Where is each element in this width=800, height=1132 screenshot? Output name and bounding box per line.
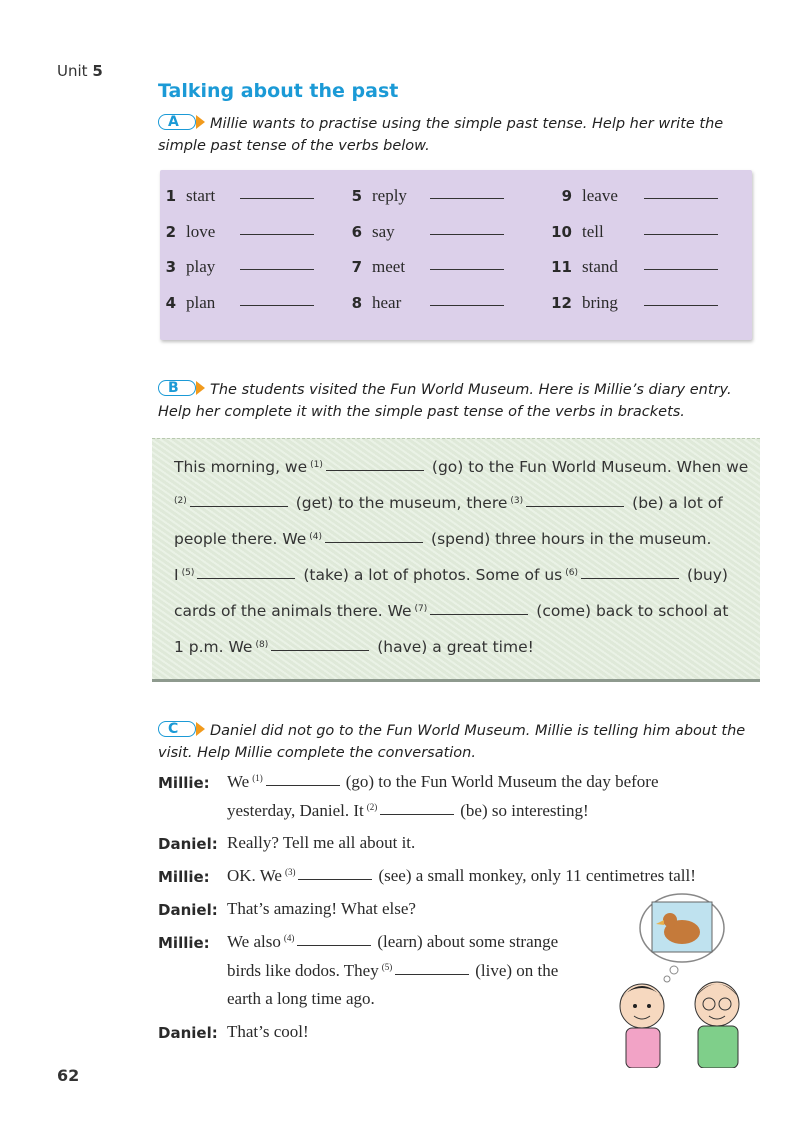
girl-face [620,984,664,1028]
dialogue-line: That’s cool! [227,1022,309,1041]
answer-blank[interactable] [644,304,718,306]
section-b-badge: B [158,380,204,396]
arrow-right-icon [196,722,205,736]
verb-item: 11 stand [550,257,718,277]
diary-line: 1 p.m. We $^{(8)}$ (have) a great time! [174,638,534,656]
verb-item: 5 reply [340,186,504,206]
diary-line: This morning, we $^{(1)}$ (go) to the Fun World Museum. When we [174,458,749,476]
thought-bubble-dot [664,976,670,982]
answer-blank[interactable] [644,197,718,199]
answer-blank[interactable] [644,233,718,235]
dialogue-line: We also $^{(4)}$ (learn) about some strange [227,932,559,951]
page-title: Talking about the past [158,80,399,102]
section-b-instruction: B The students visited the Fun World Museum. Here is Millie’s diary entry. Help her complete it with the simple past tense of the verbs in brackets. [158,380,732,420]
students-illustration [612,888,772,1068]
answer-blank[interactable] [526,505,624,507]
diary-line: I $^{(5)}$ (take) a lot of photos. Some of us $^{(6)}$ (buy) [174,566,728,584]
page-number: 62 [57,1066,80,1085]
arrow-right-icon [196,115,205,129]
dialogue-line: yesterday, Daniel. It $^{(2)}$ (be) so interesting! [227,801,589,820]
speaker-daniel: Daniel: [158,901,218,919]
answer-blank[interactable] [326,469,424,471]
dialogue-line: OK. We $^{(3)}$ (see) a small monkey, only 11 centimetres tall! [227,866,696,885]
verb-item: 3 play [154,257,314,277]
answer-blank[interactable] [430,613,528,615]
verb-item: 8 hear [340,293,504,313]
answer-blank[interactable] [266,784,340,786]
diary-line: cards of the animals there. We $^{(7)}$ (come) back to school at [174,602,729,620]
answer-blank[interactable] [430,197,504,199]
speaker-millie: Millie: [158,868,210,886]
answer-blank[interactable] [430,233,504,235]
answer-blank[interactable] [240,268,314,270]
section-a-badge: A [158,114,204,130]
girl-shirt [626,1028,660,1068]
diary-line: $^{(2)}$ (get) to the museum, there $^{(3)}$ (be) a lot of [174,494,723,512]
answer-blank[interactable] [644,268,718,270]
answer-blank[interactable] [240,304,314,306]
speaker-daniel: Daniel: [158,1024,218,1042]
dialogue-line: birds like dodos. They $^{(5)}$ (live) on the [227,961,559,980]
answer-blank[interactable] [271,649,369,651]
dialogue-line: We $^{(1)}$ (go) to the Fun World Museum the day before [227,772,659,791]
verb-item: 7 meet [340,257,504,277]
answer-blank[interactable] [380,813,454,815]
arrow-right-icon [196,381,205,395]
answer-blank[interactable] [581,577,679,579]
speaker-millie: Millie: [158,774,210,792]
answer-blank[interactable] [240,233,314,235]
answer-blank[interactable] [240,197,314,199]
answer-blank[interactable] [430,268,504,270]
answer-blank[interactable] [430,304,504,306]
answer-blank[interactable] [298,878,372,880]
verb-item: 12 bring [550,293,718,313]
dialogue-line: earth a long time ago. [227,989,375,1008]
verb-item: 1 start [154,186,314,206]
verb-item: 6 say [340,222,504,242]
answer-blank[interactable] [197,577,295,579]
dialogue-line: Really? Tell me all about it. [227,833,416,852]
section-c-badge: C [158,721,204,737]
speaker-millie: Millie: [158,934,210,952]
dialogue-line: That’s amazing! What else? [227,899,416,918]
answer-blank[interactable] [395,973,469,975]
unit-label: Unit 5 [57,62,103,80]
verb-item: 4 plan [154,293,314,313]
section-c-instruction: C Daniel did not go to the Fun World Museum. Millie is telling him about the visit. Help Millie complete the conversation. [158,721,746,761]
section-a-instruction: A Millie wants to practise using the simple past tense. Help her write the simple past tense of the verbs below. [158,114,724,154]
answer-blank[interactable] [297,944,371,946]
answer-blank[interactable] [190,505,288,507]
boy-shirt [698,1026,738,1068]
speaker-daniel: Daniel: [158,835,218,853]
verb-item: 9 leave [550,186,718,206]
verb-item: 10 tell [550,222,718,242]
diary-line: people there. We $^{(4)}$ (spend) three hours in the museum. [174,530,712,548]
answer-blank[interactable] [325,541,423,543]
dodo-head [663,913,677,927]
thought-bubble-dot [670,966,678,974]
verb-item: 2 love [154,222,314,242]
